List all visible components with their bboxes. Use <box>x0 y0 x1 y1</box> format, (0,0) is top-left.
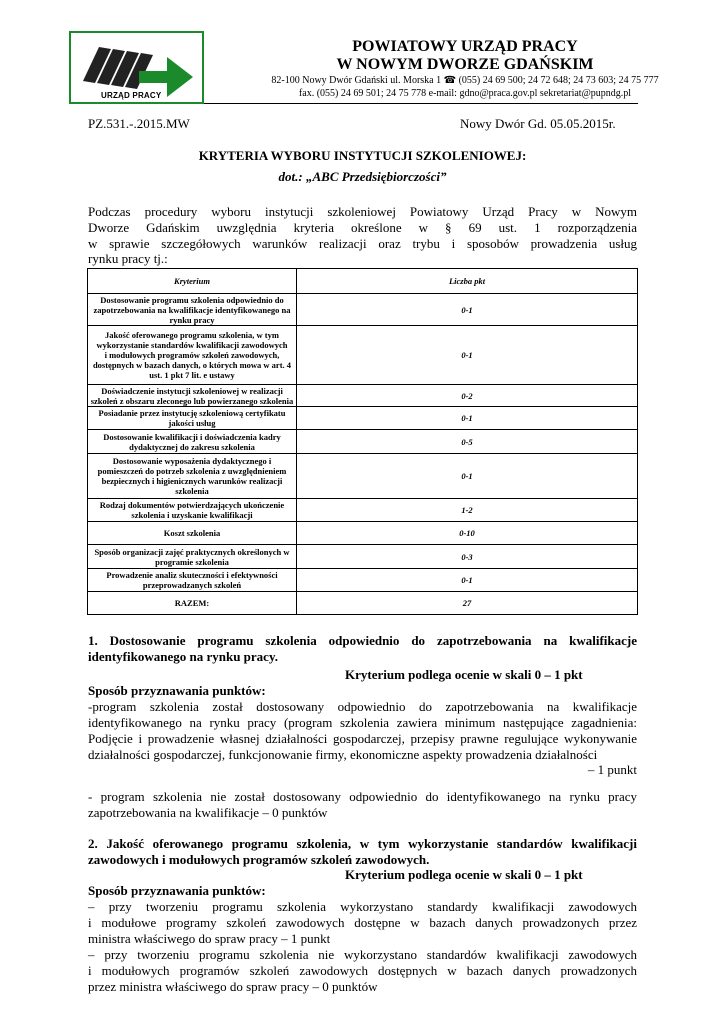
table-row: Koszt szkolenia 0-10 <box>88 522 638 545</box>
section1-text-4: działalności gospodarczej, funkcjonowanie firmy, ekonomiczne aspekty prowadzenia działalności <box>88 747 598 762</box>
section2-text-5: i modułowych programów szkoleń zawodowych dostępnych w bazach danych prowadzonych <box>88 963 637 978</box>
document-subtitle: dot.: „ABC Przedsiębiorczości” <box>278 169 447 184</box>
office-address: 82-100 Nowy Dwór Gdański ul. Morska 1 ☎ (055) 24 69 500; 24 72 648; 24 73 603; 24 75 777 <box>271 75 659 86</box>
office-name-line1: POWIATOWY URZĄD PRACY <box>352 38 578 55</box>
section1-text-3: Podjęcie i prowadzenie własnej działalności gospodarczej, przepisy prawne regulujące wykonywanie <box>88 731 637 746</box>
section2-scale: Kryterium podlega ocenie w skali 0 – 1 pkt <box>345 867 583 882</box>
intro-line-2: Dworze Gdańskim uwzględnia kryteria określone w § 69 ust. 1 rozporządzenia <box>88 220 637 235</box>
table-row: Dostosowanie programu szkolenia odpowiednio do zapotrzebowania na kwalifikacje identyfikowanego na rynku pracy 0-1 <box>88 294 638 326</box>
section2-text-6: przez ministra właściwego do spraw pracy – 0 punktów <box>88 979 378 994</box>
table-row: Posiadanie przez instytucję szkoleniową certyfikatu jakości usług 0-1 <box>88 407 638 430</box>
table-row: Prowadzenie analiz skuteczności i efektywności przeprowadzanych szkoleń 0-1 <box>88 569 638 592</box>
section2-text-1: – przy tworzeniu programu szkolenia wykorzystano standardy kwalifikacji zawodowych <box>88 899 637 914</box>
logo-text: URZĄD PRACY <box>101 91 162 100</box>
document-title: KRYTERIA WYBORU INSTYTUCJI SZKOLENIOWEJ: <box>198 148 527 163</box>
table-header-points: Liczba pkt <box>297 269 638 294</box>
section2-heading-line2: zawodowych i modułowych programów szkoleń zawodowych. <box>88 852 430 867</box>
office-logo <box>69 31 204 104</box>
table-row: Jakość oferowanego programu szkolenia, w tym wykorzystanie standardów kwalifikacji zawodowych i modułowych programów szkoleń zawodowych, dostępnych w bazach danych, o których mowa w art. 4 ust. 1 pkt 7 lit. e ustawy 0-1 <box>88 326 638 385</box>
section2-method: Sposób przyznawania punktów: <box>88 883 266 898</box>
office-contact: fax. (055) 24 69 501; 24 75 778 e-mail: gdno@praca.gov.pl sekretariat@pupndg.pl <box>298 88 632 99</box>
table-row: Sposób organizacji zajęć praktycznych określonych w programie szkolenia 0-3 <box>88 545 638 569</box>
intro-line-4: rynku pracy tj.: <box>88 251 168 266</box>
section1-method: Sposób przyznawania punktów: <box>88 683 266 698</box>
section1-text-1: -program szkolenia został dostosowany odpowiednio do zapotrzebowania na kwalifikacje <box>88 699 637 714</box>
criteria-table <box>87 268 638 615</box>
table-row: Doświadczenie instytucji szkoleniowej w realizacji szkoleń z obszaru zleconego lub powierzanego szkolenia 0-2 <box>88 385 638 407</box>
section1-scale: Kryterium podlega ocenie w skali 0 – 1 pkt <box>345 667 583 682</box>
table-total-row: RAZEM: 27 <box>88 592 638 615</box>
reference-number: PZ.531.-.2015.MW <box>88 116 190 131</box>
table-row: Rodzaj dokumentów potwierdzających ukończenie szkolenia i uzyskanie kwalifikacji 1-2 <box>88 499 638 522</box>
section2-text-4: – przy tworzeniu programu szkolenia nie wykorzystano standardów kwalifikacji zawodowych <box>88 947 637 962</box>
table-header-criterion: Kryterium <box>88 269 297 294</box>
section2-heading-line1: 2. Jakość oferowanego programu szkolenia, w tym wykorzystanie standardów kwalifikacji <box>88 836 637 851</box>
table-row: Dostosowanie kwalifikacji i doświadczenia kadry dydaktycznej do zakresu szkolenia 0-5 <box>88 430 638 454</box>
section2-text-3: ministra właściwego do spraw pracy – 1 punkt <box>88 931 331 946</box>
intro-line-3: w sprawie szczegółowych warunków realizacji oraz trybu i sposobów prowadzenia usług <box>88 236 637 251</box>
section1-text-6: - program szkolenia nie został dostosowany odpowiednio do identyfikowanego na rynku pracy <box>88 789 637 804</box>
table-row: Dostosowanie wyposażenia dydaktycznego i pomieszczeń do potrzeb szkolenia z uwzględnieniem bezpiecznych i higienicznych warunków realizacji szkolenia 0-1 <box>88 454 638 499</box>
section1-text-7: zapotrzebowania na kwalifikacje – 0 punktów <box>88 805 328 820</box>
document-date: Nowy Dwór Gd. 05.05.2015r. <box>460 116 616 131</box>
intro-line-1: Podczas procedury wyboru instytucji szkoleniowej Powiatowy Urząd Pracy w Nowym <box>88 204 637 219</box>
office-name-line2: W NOWYM DWORZE GDAŃSKIM <box>336 56 594 73</box>
section1-heading-line1: 1. Dostosowanie programu szkolenia odpowiednio do zapotrzebowania na kwalifikacje <box>88 633 637 648</box>
section1-heading-line2: identyfikowanego na rynku pracy. <box>88 649 278 664</box>
section1-text-2: identyfikowanego na rynku pracy (program szkolenia zawiera minimum następujące zagadnienia: <box>88 715 637 730</box>
header-divider <box>204 103 638 104</box>
section2-text-2: i modułowe programy szkoleń zawodowych dostępne w bazach danych prowadzonych przez <box>88 915 637 930</box>
section1-text-5: – 1 punkt <box>587 762 637 777</box>
